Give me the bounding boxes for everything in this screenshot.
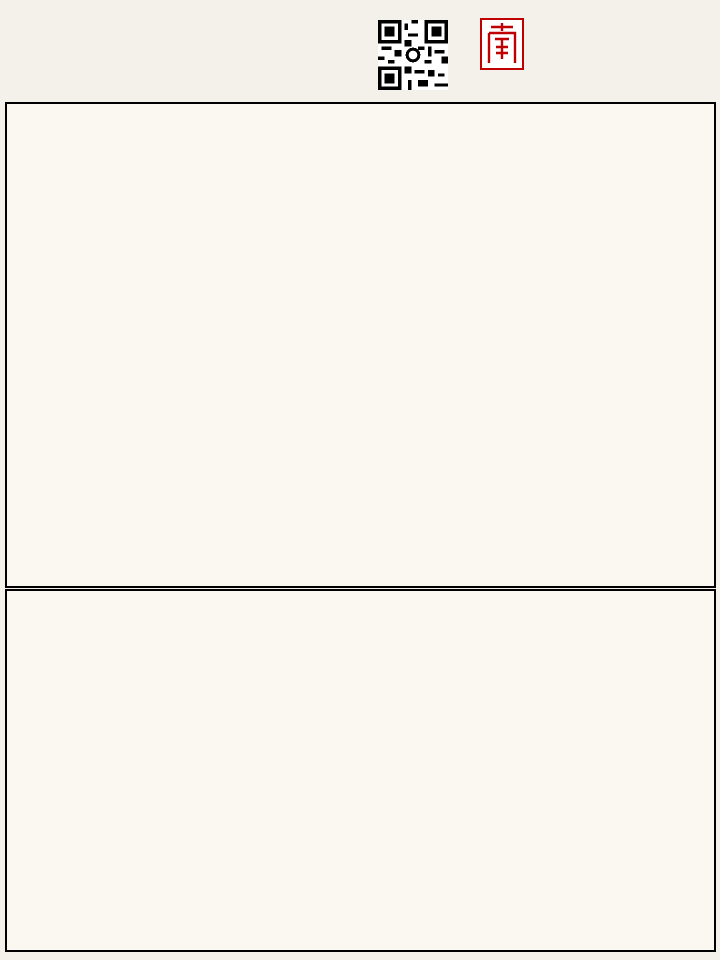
qr-code-icon xyxy=(378,20,448,90)
pillars-and-dai-van-panel xyxy=(5,102,716,588)
annual-pillars-grid xyxy=(5,589,716,952)
header xyxy=(0,0,720,100)
brand-logo-text xyxy=(500,8,712,68)
